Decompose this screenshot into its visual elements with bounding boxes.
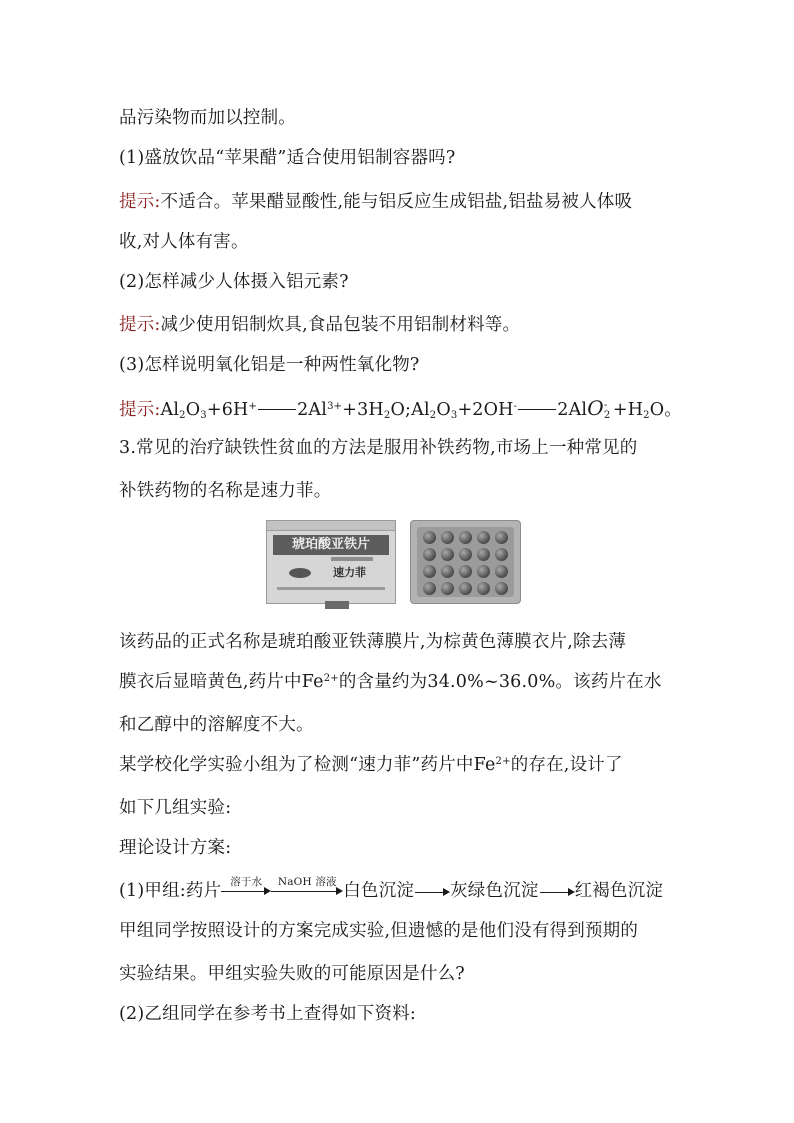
pill — [459, 582, 472, 595]
text-line: 甲组同学按照设计的方案完成实验,但遗憾的是他们没有得到预期的 — [119, 921, 639, 941]
pill — [423, 548, 436, 561]
pill — [441, 548, 454, 561]
pack-brand: 速力菲 — [333, 566, 366, 579]
question-2b: (2)乙组同学在参考书上查得如下资料: — [119, 1004, 416, 1024]
question-1: (1)盛放饮品“苹果醋”适合使用铝制容器吗? — [119, 148, 456, 168]
hint-1 — [119, 190, 684, 214]
arrow — [414, 880, 450, 904]
hint-3-equation — [119, 396, 684, 423]
pill — [459, 565, 472, 578]
pill — [495, 582, 508, 595]
pill — [495, 531, 508, 544]
text-line: 补铁药物的名称是速力菲。 — [119, 481, 332, 501]
text-line: 收,对人体有害。 — [119, 232, 249, 252]
reaction-line — [518, 409, 556, 410]
pill — [423, 565, 436, 578]
pill — [459, 548, 472, 561]
arrow-dissolve: 溶于水 — [221, 880, 271, 904]
pill — [477, 548, 490, 561]
blister-pack-image — [410, 520, 521, 604]
hint-text: 减少使用铝制炊具,食品包装不用铝制材料等。 — [160, 315, 521, 335]
hint-2 — [119, 313, 684, 337]
text-line: 某学校化学实验小组为了检测“速力菲”药片中$Fe^{2+}$的存在,设计了 — [119, 755, 623, 775]
pill — [477, 531, 490, 544]
text-line: 实验结果。甲组实验失败的可能原因是什么? — [119, 964, 465, 984]
text-line: 如下几组实验: — [119, 798, 232, 818]
reaction-line — [258, 409, 296, 410]
pill — [423, 531, 436, 544]
medicine-box-image — [266, 520, 396, 604]
hint-label: 提示: — [119, 400, 161, 420]
text-line: 膜衣后显暗黄色,药片中$Fe^{2+}$的含量约为34.0%~36.0%。该药片在水 — [119, 672, 662, 692]
section-heading: 理论设计方案: — [119, 838, 232, 858]
pill — [459, 531, 472, 544]
question-3: (3)怎样说明氧化铝是一种两性氧化物? — [119, 355, 420, 375]
hint-label: 提示: — [119, 315, 161, 335]
pill — [441, 565, 454, 578]
pack-title: 琥珀酸亚铁片 — [273, 535, 389, 555]
arrow-naoh: NaOH 溶液 — [271, 880, 343, 904]
text-line: 该药品的正式名称是琥珀酸亚铁薄膜片,为棕黄色薄膜衣片,除去薄 — [119, 632, 627, 652]
pill — [495, 565, 508, 578]
pill — [477, 565, 490, 578]
text-line: 和乙醇中的溶解度不大。 — [119, 715, 314, 735]
hint-text: 不适合。苹果醋显酸性,能与铝反应生成铝盐,铝盐易被人体吸 — [160, 192, 633, 212]
question-2: (2)怎样减少人体摄入铝元素? — [119, 272, 349, 292]
text-line: 品污染物而加以控制。 — [119, 108, 296, 128]
pill — [441, 582, 454, 595]
hint-label: 提示: — [119, 192, 161, 212]
question-intro: 3.常见的治疗缺铁性贫血的方法是服用补铁药物,市场上一种常见的 — [119, 438, 638, 458]
arrow — [539, 880, 575, 904]
pill — [423, 582, 436, 595]
experiment-scheme: (1)甲组:药片 溶于水 NaOH 溶液 白色沉淀 灰绿色沉淀 红褐色沉淀 — [119, 879, 684, 904]
pill — [441, 531, 454, 544]
equation: $Al_2O_3+6H^+$ $2Al^{3+}+3H_2O;Al_2O_3+2OH^-$ 2AlO - 2 $+H_2O$。 — [160, 396, 682, 421]
pill — [477, 582, 490, 595]
pill — [495, 548, 508, 561]
